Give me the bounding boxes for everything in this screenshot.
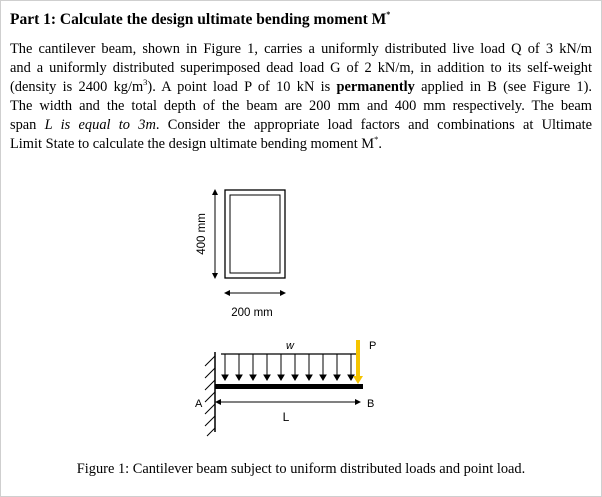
cantilever-beam-figure xyxy=(185,332,385,442)
point-load-label: P xyxy=(369,340,377,352)
height-dimension-label: 400 mm xyxy=(196,213,208,255)
point-load-bar xyxy=(356,340,360,380)
paragraph-line-2: and a uniformly distributed superimposed dead load G of 2 kN/m, in addition to its self-weight xyxy=(10,60,592,76)
paragraph-line-3: (density is 2400 $kg/m^3$). A point load P of 10 kN is permanently applied in B (see Figure 1). xyxy=(10,77,593,95)
paragraph-line-6: Limit State to calculate the design ultimate bending moment M*. xyxy=(10,134,382,152)
section-heading: Part 1: Calculate the design ultimate bending moment M* xyxy=(10,10,391,28)
fixed-support-hatching xyxy=(205,356,215,436)
figure-caption: Figure 1: Cantilever beam subject to uniform distributed loads and point load. xyxy=(76,461,526,477)
beam-section-inner xyxy=(230,195,280,273)
paragraph-line-1: The cantilever beam, shown in Figure 1, carries a uniformly distributed live load Q of 3 kN/m xyxy=(10,41,592,57)
udl-arrows xyxy=(222,354,354,380)
emphasis-permanently: permanently xyxy=(336,79,415,95)
point-load-arrowhead xyxy=(353,376,363,384)
free-end-b-label: B xyxy=(367,398,375,410)
span-label: L xyxy=(282,410,290,424)
paragraph-line-4: The width and the total depth of the beam are 200 mm and 400 mm respectively. The beam xyxy=(10,98,592,114)
cantilever-beam xyxy=(215,384,363,389)
udl-label: w xyxy=(286,340,294,352)
beam-section-outer xyxy=(225,190,285,278)
width-dimension-label: 200 mm xyxy=(231,307,273,319)
cross-section-figure xyxy=(180,182,300,322)
support-a-label: A xyxy=(195,398,203,410)
paragraph-line-5: span L is equal to 3m. Consider the appropriate load factors and combinations at Ultimate xyxy=(10,117,592,133)
